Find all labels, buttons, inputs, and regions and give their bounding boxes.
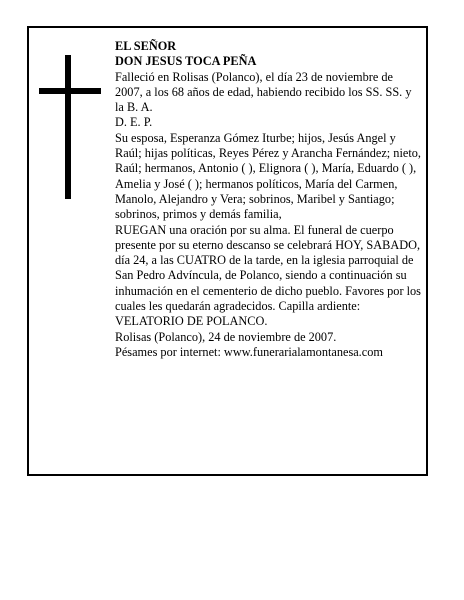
notice-body: [115, 39, 423, 360]
title-line-1: EL SEÑOR: [115, 39, 177, 53]
condolences-line: Pésames por internet: www.funerarialamontanesa.com: [115, 344, 383, 359]
rip-line: D. E. P.: [115, 115, 153, 130]
death-announcement: Falleció en Rolisas (Polanco), el día 23 de noviembre de 2007, a los 68 años de edad, habiendo recibido los SS. SS. y la B. A.: [115, 69, 412, 115]
place-date: Rolisas (Polanco), 24 de noviembre de 2007.: [115, 329, 337, 344]
cross-upright: [65, 55, 71, 199]
cross-crossbar: [39, 88, 101, 94]
deceased-name: DON JESUS TOCA PEÑA: [115, 54, 257, 69]
latin-cross-icon: [39, 55, 101, 199]
obituary-notice: [27, 26, 428, 476]
funeral-details: RUEGAN una oración por su alma. El funeral de cuerpo presente por su eterno descanso se celebrará HOY, SABADO, día 24, a las CUATRO de la tarde, en la iglesia parroquial de San Pedro Advíncula, de Polanco, siendo a continuación su inhumación en el cementerio de dicho pueblo. Favores por los cuales les quedarán agradecidos. Capilla ardiente: VELATORIO DE POLANCO.: [115, 222, 421, 329]
family-list: Su esposa, Esperanza Gómez Iturbe; hijos, Jesús Angel y Raúl; hijas políticas, Reyes Pérez y Arancha Fernández; nieto, Raúl; hermanos, Antonio ( ), Elignora ( ), María, Eduardo ( ), Amelia y José ( ); hermanos políticos, María del Carmen, Manolo, Alejandro y Vera; sobrinos, Maribel y Santiago; sobrinos, primos y demás familia,: [115, 130, 421, 222]
